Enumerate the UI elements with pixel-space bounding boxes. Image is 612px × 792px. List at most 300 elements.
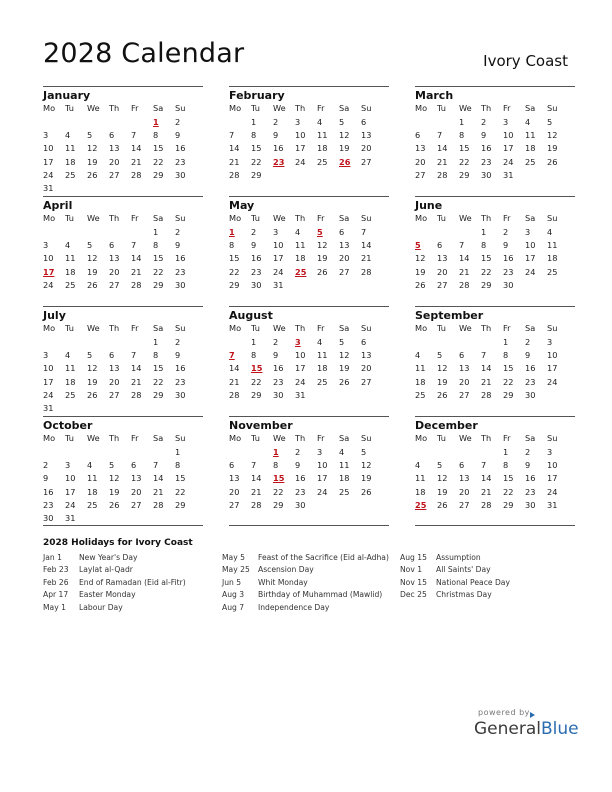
day-cell: 5 xyxy=(87,350,93,361)
weekday-label: Tu xyxy=(251,323,260,333)
day-cell: 1 xyxy=(153,227,159,237)
week-row xyxy=(229,170,389,181)
week-row xyxy=(43,267,203,278)
day-cell: 30 xyxy=(481,169,492,180)
day-cell: 17 xyxy=(547,473,558,484)
day-cell: 5 xyxy=(87,130,93,141)
day-cell: 3 xyxy=(503,117,509,127)
holiday-day-cell: 25 xyxy=(415,499,427,510)
weekday-label: Sa xyxy=(153,103,164,113)
day-cell: 31 xyxy=(43,183,54,193)
day-cell: 10 xyxy=(547,460,558,471)
day-cell: 8 xyxy=(503,460,509,471)
weekday-label: Mo xyxy=(43,103,56,113)
day-cell: 27 xyxy=(109,389,120,400)
day-cell: 18 xyxy=(295,253,306,264)
day-cell: 27 xyxy=(109,169,120,180)
week-row xyxy=(415,390,575,401)
day-cell: 29 xyxy=(251,169,262,180)
day-cell: 9 xyxy=(481,130,487,141)
day-cell: 13 xyxy=(415,143,426,154)
day-cell: 5 xyxy=(361,447,367,457)
day-cell: 5 xyxy=(339,337,345,347)
weekday-label: Su xyxy=(361,213,372,223)
weekday-label: Fr xyxy=(131,433,139,443)
day-cell: 21 xyxy=(131,156,142,167)
day-cell: 21 xyxy=(361,253,372,264)
month-name: September xyxy=(415,309,484,322)
day-cell: 30 xyxy=(175,389,186,400)
day-cell: 21 xyxy=(229,156,240,167)
day-cell: 30 xyxy=(175,169,186,180)
weekday-label: Th xyxy=(481,433,492,443)
day-cell: 9 xyxy=(273,350,279,361)
holiday-day-cell: 5 xyxy=(317,227,323,237)
day-cell: 4 xyxy=(65,240,71,251)
week-row xyxy=(229,117,389,128)
holiday-day-cell: 26 xyxy=(339,156,351,167)
weekday-label: Sa xyxy=(339,323,350,333)
day-cell: 17 xyxy=(525,253,536,264)
day-cell: 7 xyxy=(481,350,487,361)
week-row xyxy=(229,267,389,278)
brand-general-text: General xyxy=(474,719,541,739)
month-september xyxy=(415,306,575,415)
day-cell: 4 xyxy=(525,117,531,127)
weekday-header xyxy=(43,213,203,224)
day-cell: 7 xyxy=(361,227,367,237)
weekday-label: Tu xyxy=(437,103,446,113)
day-cell: 29 xyxy=(153,279,164,290)
day-cell: 28 xyxy=(251,499,262,510)
day-cell: 30 xyxy=(251,279,262,290)
holiday-date: Dec 25 xyxy=(400,590,427,600)
weekday-label: Sa xyxy=(525,103,536,113)
day-cell: 27 xyxy=(109,279,120,290)
day-cell: 25 xyxy=(317,156,328,167)
month-november xyxy=(229,416,389,526)
weekday-label: Sa xyxy=(339,433,350,443)
day-cell: 14 xyxy=(153,473,164,484)
day-cell: 8 xyxy=(153,240,159,251)
day-cell: 13 xyxy=(229,473,240,484)
day-cell: 19 xyxy=(547,143,558,154)
month-name: January xyxy=(43,89,91,102)
day-cell: 10 xyxy=(317,460,328,471)
month-january xyxy=(43,86,203,195)
day-cell: 27 xyxy=(415,169,426,180)
day-cell: 21 xyxy=(131,266,142,277)
week-row xyxy=(415,500,575,511)
day-cell: 12 xyxy=(87,363,98,374)
day-cell: 10 xyxy=(43,253,54,264)
day-cell: 10 xyxy=(295,350,306,361)
day-cell: 2 xyxy=(295,447,301,457)
day-cell: 7 xyxy=(131,130,137,141)
day-cell: 22 xyxy=(153,376,164,387)
weekday-label: Su xyxy=(547,433,558,443)
day-cell: 19 xyxy=(339,143,350,154)
brand-logo[interactable] xyxy=(474,719,579,739)
day-cell: 12 xyxy=(87,253,98,264)
holiday-name: Labour Day xyxy=(79,602,123,612)
weekday-label: Su xyxy=(547,323,558,333)
day-cell: 5 xyxy=(437,460,443,471)
day-cell: 22 xyxy=(175,486,186,497)
day-cell: 7 xyxy=(251,460,257,471)
day-cell: 2 xyxy=(251,227,257,237)
day-cell: 20 xyxy=(109,156,120,167)
holiday-date: Jan 1 xyxy=(43,553,62,562)
brand-blue-text: Blue xyxy=(541,719,579,739)
week-row xyxy=(229,377,389,388)
day-cell: 17 xyxy=(43,156,54,167)
holiday-day-cell: 17 xyxy=(43,266,55,277)
weekday-header xyxy=(229,323,389,334)
week-row xyxy=(415,350,575,361)
day-cell: 19 xyxy=(415,266,426,277)
week-row xyxy=(415,460,575,471)
weekday-label: Tu xyxy=(251,103,260,113)
day-cell: 28 xyxy=(481,499,492,510)
week-row xyxy=(415,170,575,181)
holiday-day-cell: 25 xyxy=(295,266,307,277)
day-cell: 9 xyxy=(251,240,257,251)
day-cell: 15 xyxy=(459,143,470,154)
day-cell: 27 xyxy=(437,279,448,290)
day-cell: 7 xyxy=(229,130,235,141)
day-cell: 13 xyxy=(109,143,120,154)
day-cell: 29 xyxy=(251,389,262,400)
day-cell: 15 xyxy=(153,143,164,154)
week-row xyxy=(415,157,575,168)
holiday-name: Ascension Day xyxy=(258,565,314,575)
weekday-label: We xyxy=(459,433,472,443)
day-cell: 13 xyxy=(437,253,448,264)
holiday-day-cell: 15 xyxy=(251,363,263,374)
day-cell: 26 xyxy=(339,376,350,387)
day-cell: 9 xyxy=(273,130,279,141)
weekday-header xyxy=(43,433,203,444)
holiday-name: Laylat al-Qadr xyxy=(79,565,133,575)
week-row xyxy=(415,130,575,141)
day-cell: 11 xyxy=(295,240,306,251)
day-cell: 24 xyxy=(317,486,328,497)
week-row xyxy=(229,227,389,238)
day-cell: 6 xyxy=(415,130,421,141)
day-cell: 24 xyxy=(525,266,536,277)
day-cell: 7 xyxy=(153,460,159,471)
day-cell: 8 xyxy=(481,240,487,251)
week-row xyxy=(415,143,575,154)
day-cell: 18 xyxy=(415,376,426,387)
weekday-header xyxy=(229,433,389,444)
day-cell: 10 xyxy=(547,350,558,361)
day-cell: 18 xyxy=(87,486,98,497)
day-cell: 9 xyxy=(525,460,531,471)
week-row xyxy=(43,350,203,361)
day-cell: 16 xyxy=(481,143,492,154)
day-cell: 25 xyxy=(65,169,76,180)
day-cell: 28 xyxy=(437,169,448,180)
week-row xyxy=(415,280,575,291)
day-cell: 14 xyxy=(131,363,142,374)
day-cell: 12 xyxy=(361,460,372,471)
day-cell: 24 xyxy=(43,389,54,400)
day-cell: 23 xyxy=(525,376,536,387)
day-cell: 3 xyxy=(317,447,323,457)
day-cell: 11 xyxy=(415,473,426,484)
day-cell: 24 xyxy=(65,499,76,510)
holiday-name: National Peace Day xyxy=(436,577,510,587)
day-cell: 12 xyxy=(437,473,448,484)
day-cell: 22 xyxy=(481,266,492,277)
day-cell: 2 xyxy=(175,117,181,127)
weekday-label: Tu xyxy=(437,433,446,443)
holiday-name: All Saints' Day xyxy=(436,565,491,575)
day-cell: 11 xyxy=(65,363,76,374)
holiday-day-cell: 5 xyxy=(415,240,421,251)
day-cell: 19 xyxy=(339,363,350,374)
weekday-label: Fr xyxy=(131,213,139,223)
week-row xyxy=(229,473,389,484)
day-cell: 6 xyxy=(109,240,115,251)
week-row xyxy=(43,253,203,264)
country-name: Ivory Coast xyxy=(483,52,568,70)
week-row xyxy=(229,157,389,168)
day-cell: 11 xyxy=(317,130,328,141)
day-cell: 9 xyxy=(503,240,509,251)
day-cell: 4 xyxy=(317,117,323,127)
day-cell: 4 xyxy=(87,460,93,471)
day-cell: 12 xyxy=(339,130,350,141)
day-cell: 6 xyxy=(109,130,115,141)
day-cell: 11 xyxy=(65,143,76,154)
day-cell: 26 xyxy=(361,486,372,497)
week-row xyxy=(415,377,575,388)
day-cell: 24 xyxy=(503,156,514,167)
day-cell: 13 xyxy=(109,363,120,374)
day-cell: 1 xyxy=(503,447,509,457)
day-cell: 5 xyxy=(109,460,115,471)
day-cell: 5 xyxy=(339,117,345,127)
week-row xyxy=(229,460,389,471)
day-cell: 27 xyxy=(361,156,372,167)
weekday-label: Fr xyxy=(317,213,325,223)
weekday-label: We xyxy=(87,213,100,223)
month-march xyxy=(415,86,575,195)
week-row xyxy=(229,350,389,361)
weekday-label: Th xyxy=(295,323,306,333)
day-cell: 30 xyxy=(273,389,284,400)
week-row xyxy=(415,240,575,251)
day-cell: 30 xyxy=(525,499,536,510)
day-cell: 4 xyxy=(65,130,71,141)
month-name: May xyxy=(229,199,255,212)
day-cell: 5 xyxy=(87,240,93,251)
weekday-label: Su xyxy=(361,433,372,443)
day-cell: 7 xyxy=(131,350,137,361)
day-cell: 1 xyxy=(175,447,181,457)
day-cell: 24 xyxy=(547,376,558,387)
day-cell: 5 xyxy=(547,117,553,127)
day-cell: 16 xyxy=(503,253,514,264)
weekday-label: Tu xyxy=(437,213,446,223)
day-cell: 25 xyxy=(65,279,76,290)
day-cell: 10 xyxy=(295,130,306,141)
day-cell: 11 xyxy=(415,363,426,374)
day-cell: 16 xyxy=(525,473,536,484)
month-name: August xyxy=(229,309,273,322)
weekday-label: Su xyxy=(361,323,372,333)
day-cell: 25 xyxy=(415,389,426,400)
day-cell: 24 xyxy=(273,266,284,277)
weekday-label: We xyxy=(459,323,472,333)
weekday-label: Su xyxy=(547,103,558,113)
day-cell: 13 xyxy=(459,473,470,484)
holiday-date: Feb 23 xyxy=(43,565,69,575)
day-cell: 9 xyxy=(525,350,531,361)
day-cell: 16 xyxy=(175,253,186,264)
day-cell: 21 xyxy=(437,156,448,167)
month-name: April xyxy=(43,199,73,212)
day-cell: 15 xyxy=(229,253,240,264)
holiday-date: Nov 1 xyxy=(400,565,423,575)
weekday-label: Th xyxy=(481,103,492,113)
day-cell: 20 xyxy=(229,486,240,497)
day-cell: 12 xyxy=(437,363,448,374)
day-cell: 8 xyxy=(175,460,181,471)
day-cell: 29 xyxy=(459,169,470,180)
day-cell: 28 xyxy=(229,389,240,400)
day-cell: 30 xyxy=(43,513,54,523)
day-cell: 16 xyxy=(273,363,284,374)
day-cell: 13 xyxy=(339,240,350,251)
day-cell: 27 xyxy=(361,376,372,387)
week-row xyxy=(43,143,203,154)
day-cell: 8 xyxy=(503,350,509,361)
day-cell: 4 xyxy=(415,460,421,471)
day-cell: 21 xyxy=(229,376,240,387)
weekday-label: Fr xyxy=(131,323,139,333)
day-cell: 14 xyxy=(251,473,262,484)
weekday-label: We xyxy=(273,323,286,333)
week-row xyxy=(415,447,575,458)
holiday-day-cell: 1 xyxy=(273,447,279,457)
week-row xyxy=(229,253,389,264)
day-cell: 8 xyxy=(229,240,235,251)
holiday-name: New Year's Day xyxy=(79,553,138,562)
day-cell: 18 xyxy=(65,156,76,167)
day-cell: 3 xyxy=(525,227,531,237)
day-cell: 7 xyxy=(481,460,487,471)
holidays-title: 2028 Holidays for Ivory Coast xyxy=(43,538,193,548)
day-cell: 20 xyxy=(339,253,350,264)
month-name: November xyxy=(229,419,293,432)
day-cell: 2 xyxy=(525,337,531,347)
day-cell: 1 xyxy=(153,337,159,347)
day-cell: 29 xyxy=(503,499,514,510)
day-cell: 31 xyxy=(65,513,76,523)
day-cell: 18 xyxy=(525,143,536,154)
weekday-label: We xyxy=(87,433,100,443)
day-cell: 1 xyxy=(251,337,257,347)
weekday-label: Mo xyxy=(43,213,56,223)
day-cell: 20 xyxy=(459,376,470,387)
weekday-label: Su xyxy=(361,103,372,113)
day-cell: 19 xyxy=(437,376,448,387)
day-cell: 7 xyxy=(459,240,465,251)
holiday-date: May 5 xyxy=(222,553,245,562)
page-title: 2028 Calendar xyxy=(43,38,245,69)
day-cell: 18 xyxy=(317,143,328,154)
holiday-name: Whit Monday xyxy=(258,577,308,587)
day-cell: 17 xyxy=(295,143,306,154)
day-cell: 9 xyxy=(295,460,301,471)
day-cell: 9 xyxy=(175,350,181,361)
day-cell: 15 xyxy=(153,363,164,374)
day-cell: 19 xyxy=(87,156,98,167)
day-cell: 26 xyxy=(415,279,426,290)
day-cell: 19 xyxy=(87,266,98,277)
holiday-day-cell: 3 xyxy=(295,337,301,347)
day-cell: 4 xyxy=(339,447,345,457)
day-cell: 27 xyxy=(459,389,470,400)
month-february xyxy=(229,86,389,195)
day-cell: 4 xyxy=(295,227,301,237)
day-cell: 29 xyxy=(175,499,186,510)
week-row xyxy=(43,280,203,291)
day-cell: 20 xyxy=(459,486,470,497)
day-cell: 6 xyxy=(459,350,465,361)
week-row xyxy=(229,240,389,251)
day-cell: 14 xyxy=(459,253,470,264)
weekday-header xyxy=(43,323,203,334)
day-cell: 23 xyxy=(295,486,306,497)
day-cell: 11 xyxy=(339,460,350,471)
weekday-label: Tu xyxy=(65,213,74,223)
week-row xyxy=(229,500,389,511)
month-name: July xyxy=(43,309,66,322)
day-cell: 14 xyxy=(361,240,372,251)
day-cell: 18 xyxy=(339,473,350,484)
weekday-label: We xyxy=(273,103,286,113)
weekday-label: Fr xyxy=(503,103,511,113)
day-cell: 14 xyxy=(437,143,448,154)
day-cell: 26 xyxy=(317,266,328,277)
week-row xyxy=(43,403,203,414)
weekday-label: Sa xyxy=(525,213,536,223)
day-cell: 9 xyxy=(43,473,49,484)
month-name: February xyxy=(229,89,285,102)
day-cell: 3 xyxy=(43,240,49,251)
day-cell: 24 xyxy=(43,279,54,290)
day-cell: 2 xyxy=(175,227,181,237)
day-cell: 2 xyxy=(503,227,509,237)
day-cell: 23 xyxy=(175,266,186,277)
weekday-label: Tu xyxy=(65,433,74,443)
day-cell: 24 xyxy=(547,486,558,497)
day-cell: 22 xyxy=(229,266,240,277)
day-cell: 6 xyxy=(361,117,367,127)
day-cell: 28 xyxy=(361,266,372,277)
holiday-date: Aug 3 xyxy=(222,590,245,600)
day-cell: 1 xyxy=(481,227,487,237)
week-row xyxy=(229,390,389,401)
week-row xyxy=(229,487,389,498)
day-cell: 22 xyxy=(459,156,470,167)
week-row xyxy=(415,363,575,374)
